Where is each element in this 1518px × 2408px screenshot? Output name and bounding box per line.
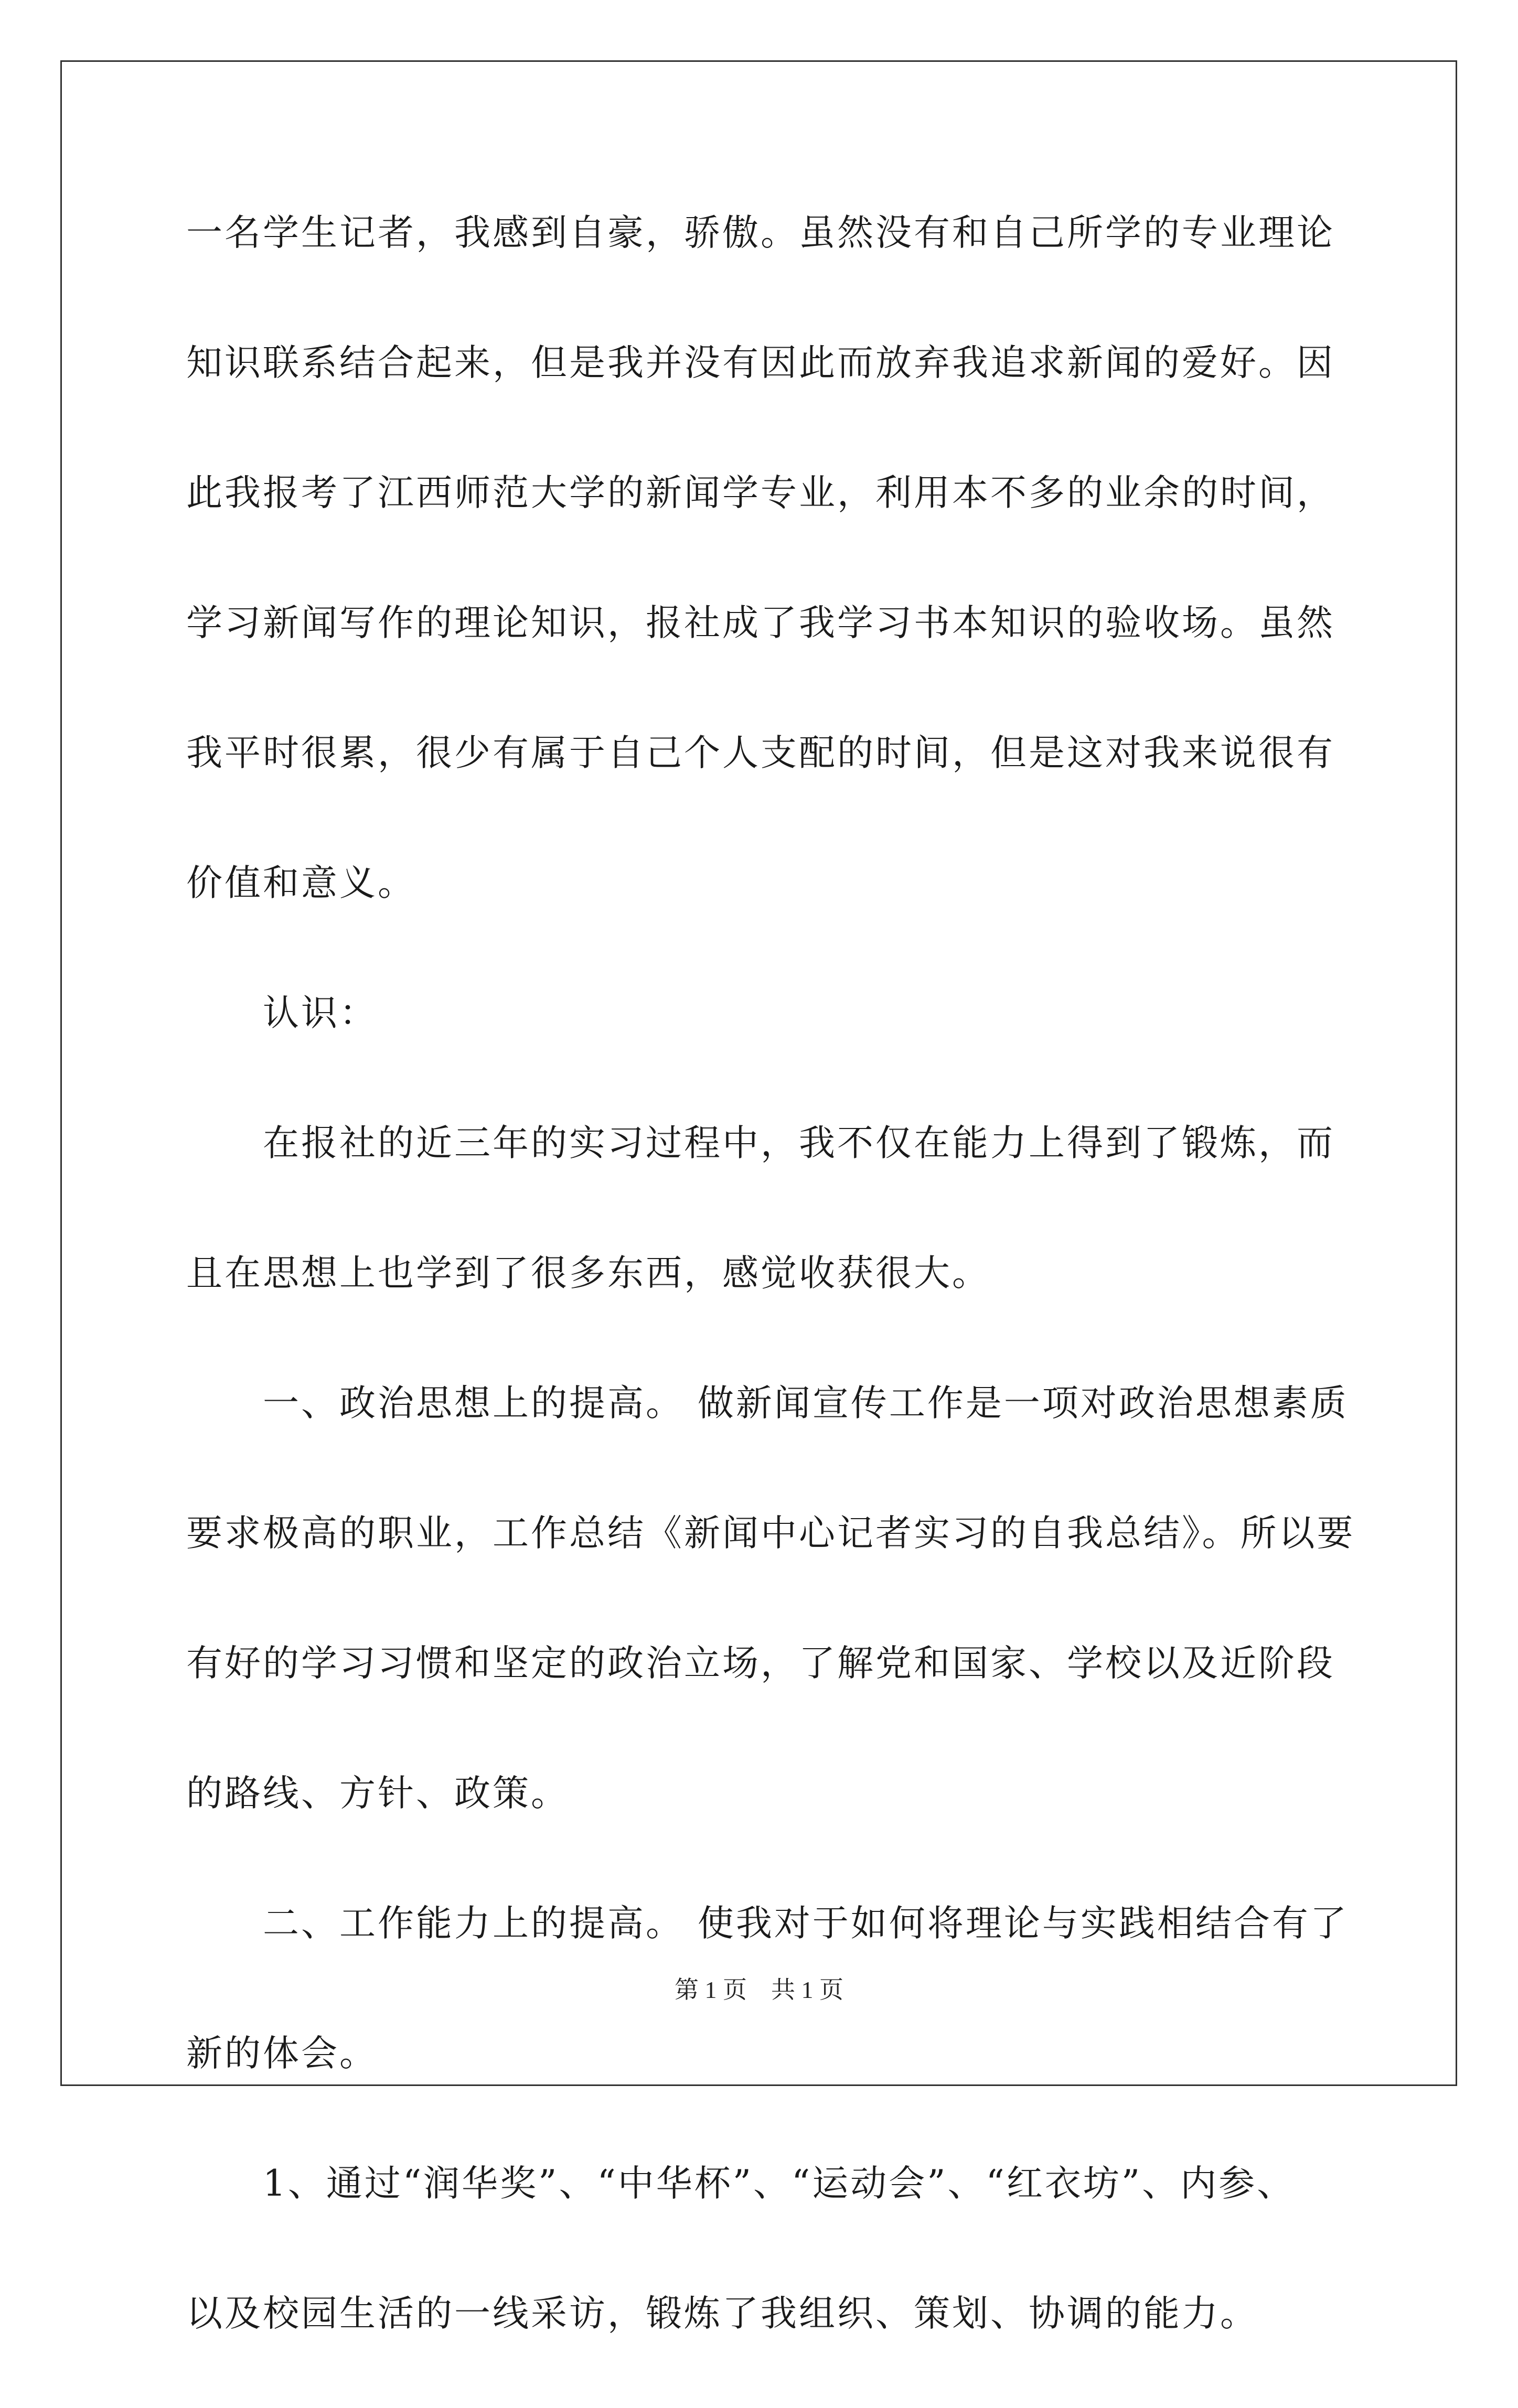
text-line: 我平时很累，很少有属于自己个人支配的时间，但是这对我来说很有 bbox=[186, 732, 1335, 774]
text-line: 的路线、方针、政策。 bbox=[186, 1772, 569, 1814]
document-body bbox=[186, 197, 1355, 2408]
text-line: 要求极高的职业，工作总结《新闻中心记者实习的自我总结》。所以要 bbox=[186, 1512, 1355, 1554]
text-line: 1、通过“润华奖”、“中华杯”、“运动会”、“红衣坊”、内参、 bbox=[263, 2163, 1296, 2205]
text-line: 有好的学习习惯和坚定的政治立场，了解党和国家、学校以及近阶段 bbox=[186, 1642, 1335, 1684]
text-line: 学习新闻写作的理论知识，报社成了我学习书本知识的验收场。虽然 bbox=[186, 602, 1335, 644]
text-line: 且在思想上也学到了很多东西，感觉收获很大。 bbox=[186, 1252, 990, 1294]
text-line: 知识联系结合起来，但是我并没有因此而放弃我追求新闻的爱好。因 bbox=[186, 342, 1335, 384]
page-footer: 第 1 页 共 1 页 bbox=[675, 1976, 843, 2003]
text-line: 二、工作能力上的提高。 使我对于如何将理论与实践相结合有了 bbox=[263, 1902, 1349, 1944]
text-line: 新的体会。 bbox=[186, 2033, 378, 2074]
text-line: 一名学生记者，我感到自豪，骄傲。虽然没有和自己所学的专业理论 bbox=[186, 212, 1335, 254]
section-heading: 认识： bbox=[263, 992, 378, 1034]
text-line: 此我报考了江西师范大学的新闻学专业，利用本不多的业余的时间， bbox=[186, 472, 1335, 514]
text-line: 价值和意义。 bbox=[186, 862, 416, 904]
text-line: 以及校园生活的一线采访，锻炼了我组织、策划、协调的能力。 bbox=[186, 2293, 1258, 2335]
text-line: 一、政治思想上的提高。 做新闻宣传工作是一项对政治思想素质 bbox=[263, 1382, 1349, 1424]
text-line: 在报社的近三年的实习过程中，我不仅在能力上得到了锻炼，而 bbox=[263, 1122, 1335, 1164]
